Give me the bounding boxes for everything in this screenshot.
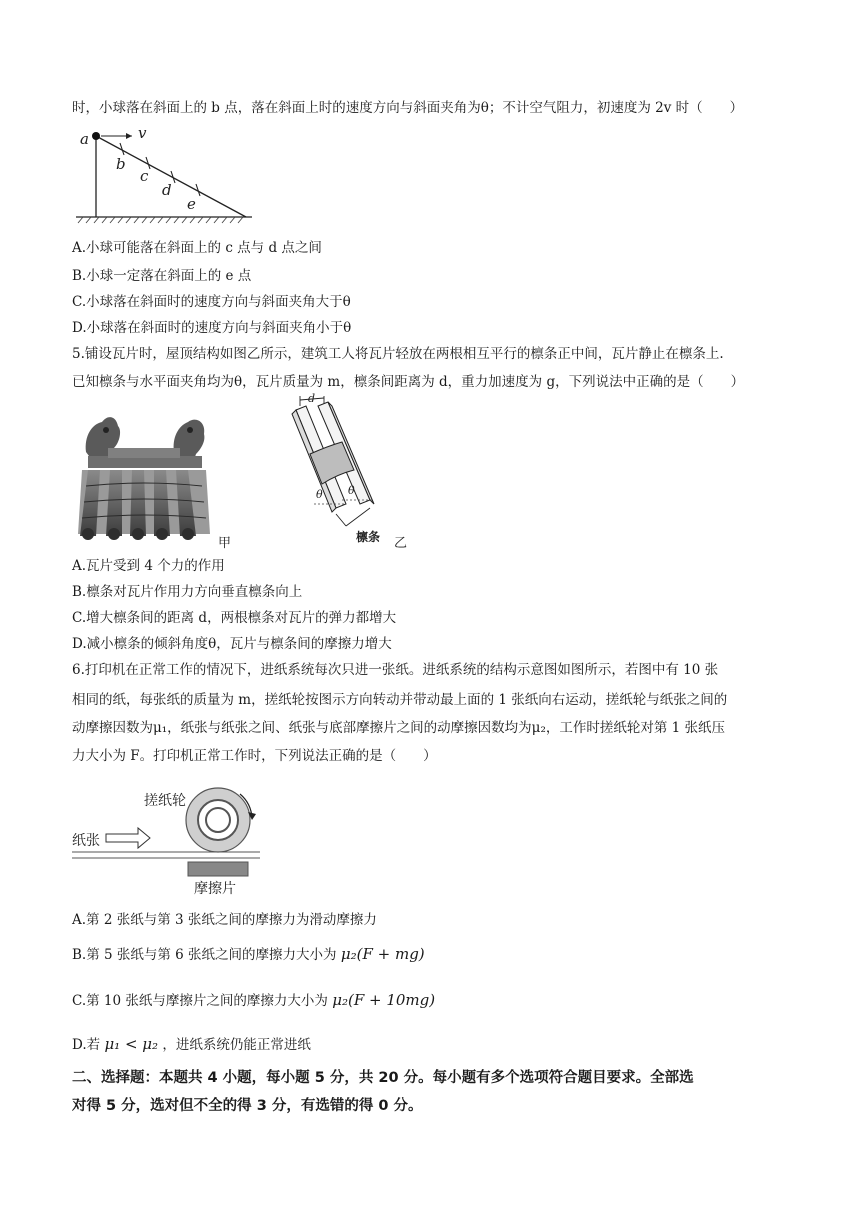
- label-distance-d: d: [308, 392, 316, 405]
- q6-stem-line2: 相同的纸，每张纸的质量为 m，搓纸轮按图示方向转动并带动最上面的 1 张纸向右运动，搓纸轮与纸张之间的: [72, 692, 728, 708]
- q5-option-b: B.檩条对瓦片作用力方向垂直檩条向上: [72, 584, 303, 600]
- q5-option-c: C.增大檩条间的距离 d，两根檩条对瓦片的弹力都增大: [72, 610, 397, 626]
- label-velocity-v: v: [138, 124, 147, 142]
- section2-heading-line1: 二、选择题：本题共 4 小题，每小题 5 分，共 20 分。每小题有多个选项符合题目要求。全部选: [72, 1070, 694, 1086]
- q6-option-a: A.第 2 张纸与第 3 张纸之间的摩擦力为滑动摩擦力: [72, 912, 377, 928]
- label-point-e: e: [187, 195, 196, 213]
- q6-stem-line1: 6.打印机在正常工作的情况下，进纸系统每次只进一张纸。进纸系统的结构示意图如图所示，若图中有 10 张: [72, 662, 719, 678]
- q5-roof-photo: [78, 408, 210, 544]
- q5-stem-line1: 5.铺设瓦片时，屋顶结构如图乙所示，建筑工人将瓦片轻放在两根相互平行的檩条正中间，瓦片静止在檩条上.: [72, 346, 724, 362]
- q5-option-a: A.瓦片受到 4 个力的作用: [72, 558, 225, 574]
- label-figure-yi: 乙: [394, 536, 408, 551]
- q6-option-b-text: B.第 5 张纸与第 6 张纸之间的摩擦力大小为: [72, 947, 337, 963]
- label-paper: 纸张: [72, 833, 100, 849]
- label-point-d: d: [162, 181, 172, 199]
- q6-option-c-formula: μ₂(F + 10mg): [332, 991, 436, 1009]
- q6-option-d: [72, 1034, 311, 1055]
- q6-stem-line3: 动摩擦因数为μ₁，纸张与纸张之间、纸张与底部摩擦片之间的动摩擦因数均为μ₂，工作时搓纸轮对第 1 张纸压: [72, 720, 726, 736]
- label-point-c: c: [140, 167, 149, 185]
- label-point-b: b: [116, 155, 126, 173]
- q4-option-a: A.小球可能落在斜面上的 c 点与 d 点之间: [72, 240, 322, 256]
- q6-option-d-formula: μ₁ < μ₂: [104, 1035, 159, 1053]
- q4-stem-line: 时，小球落在斜面上的 b 点，落在斜面上时的速度方向与斜面夹角为θ；不计空气阻力，初速度为 2v 时（ ）: [72, 100, 744, 116]
- q6-option-b-formula: μ₂(F + mg): [340, 945, 425, 963]
- q5-stem-line2: 已知檩条与水平面夹角均为θ，瓦片质量为 m，檩条间距离为 d，重力加速度为 g，下列说法中正确的是（ ）: [72, 374, 745, 390]
- q6-option-c-text: C.第 10 张纸与摩擦片之间的摩擦力大小为: [72, 993, 328, 1009]
- q6-option-d-suffix: ，进纸系统仍能正常进纸: [162, 1037, 311, 1053]
- q6-option-b: [72, 944, 425, 965]
- label-angle-theta-right: θ: [348, 484, 355, 497]
- label-friction-pad: 摩擦片: [194, 881, 236, 897]
- q5-purlin-diagram: [284, 396, 400, 532]
- q6-option-d-prefix: D.若: [72, 1037, 101, 1053]
- label-roller: 搓纸轮: [144, 793, 186, 809]
- label-point-a: a: [80, 130, 89, 148]
- q6-stem-line4: 力大小为 F。打印机正常工作时，下列说法正确的是（ ）: [72, 748, 437, 764]
- q4-incline-figure: [74, 124, 254, 226]
- q6-option-c: [72, 990, 435, 1011]
- q4-option-d: D.小球落在斜面时的速度方向与斜面夹角小于θ: [72, 320, 352, 336]
- q4-option-c: C.小球落在斜面时的速度方向与斜面夹角大于θ: [72, 294, 351, 310]
- q4-option-b: B.小球一定落在斜面上的 e 点: [72, 268, 252, 284]
- label-purlin: 檩条: [356, 530, 381, 544]
- label-figure-jia: 甲: [218, 536, 232, 551]
- q5-option-d: D.减小檩条的倾斜角度θ，瓦片与檩条间的摩擦力增大: [72, 636, 392, 652]
- label-angle-theta-left: θ: [316, 488, 323, 501]
- section2-heading-line2: 对得 5 分，选对但不全的得 3 分，有选错的得 0 分。: [72, 1098, 423, 1114]
